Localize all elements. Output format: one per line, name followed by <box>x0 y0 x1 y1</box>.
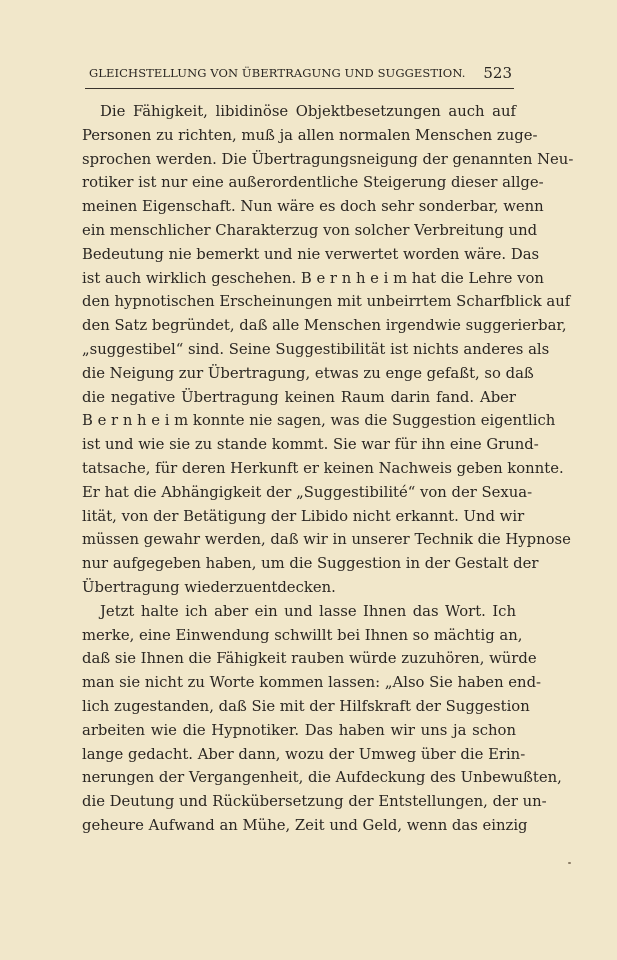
text-line: „suggestibel“ sind. Seine Suggestibilität ist nichts anderes als <box>82 340 550 358</box>
text-line: lich zugestanden, daß Sie mit der Hilfskraft der Suggestion <box>82 697 530 715</box>
text-line: Die Fähigkeit, libidinöse Objektbesetzungen auch auf <box>100 103 516 120</box>
text-line: nerungen der Vergangenheit, die Aufdeckung des Unbewußten, <box>82 769 562 787</box>
text-line: ist und wie sie zu stande kommt. Sie war für ihn eine Grund- <box>82 436 539 454</box>
text-line: ist auch wirklich geschehen. B e r n h e i m hat die Lehre von <box>82 269 544 287</box>
text-line: den Satz begründet, daß alle Menschen irgendwie suggerierbar, <box>82 317 567 335</box>
text-line: geheure Aufwand an Mühe, Zeit und Geld, wenn das einzig <box>82 816 528 834</box>
text-line: nur aufgegeben haben, um die Suggestion in der Gestalt der <box>82 555 539 573</box>
text-line: tatsache, für deren Herkunft er keinen Nachweis geben konnte. <box>82 459 564 477</box>
text-line: Bedeutung nie bemerkt und nie verwertet worden wäre. Das <box>82 245 540 263</box>
body-text <box>82 100 574 838</box>
page-header <box>85 66 514 89</box>
text-line: daß sie Ihnen die Fähigkeit rauben würde zuzuhören, würde <box>82 650 537 668</box>
text-line: man sie nicht zu Worte kommen lassen: „Also Sie haben end- <box>82 674 542 692</box>
running-title: GLEICHSTELLUNG VON ÜBERTRAGUNG UND SUGGESTION. <box>89 66 466 80</box>
text-line: die negative Übertragung keinen Raum darin fand. Aber <box>82 388 516 406</box>
paper-speck <box>568 862 571 864</box>
text-line: müssen gewahr werden, daß wir in unserer Technik die Hypnose <box>82 531 571 549</box>
text-line: lität, von der Betätigung der Libido nicht erkannt. Und wir <box>82 507 525 525</box>
text-line: meinen Eigenschaft. Nun wäre es doch sehr sonderbar, wenn <box>82 198 544 216</box>
paragraph <box>82 100 574 600</box>
paragraph <box>82 600 562 838</box>
text-line: Jetzt halte ich aber ein und lasse Ihnen das Wort. Ich <box>100 602 516 620</box>
text-line: merke, eine Einwendung schwillt bei Ihnen so mächtig an, <box>82 626 523 644</box>
text-line: B e r n h e i m konnte nie sagen, was die Suggestion eigentlich <box>82 412 556 430</box>
text-line: sprochen werden. Die Übertragungsneigung der genannten Neu- <box>82 150 574 168</box>
text-line: rotiker ist nur eine außerordentliche Steigerung dieser allge- <box>82 174 544 192</box>
text-line: den hypnotischen Erscheinungen mit unbeirrtem Scharfblick auf <box>82 293 571 311</box>
page-number: 523 <box>483 64 512 82</box>
text-line: Er hat die Abhängigkeit der „Suggestibilité“ von der Sexua- <box>82 483 533 501</box>
text-line: die Neigung zur Übertragung, etwas zu enge gefaßt, so daß <box>82 364 534 382</box>
text-line: die Deutung und Rückübersetzung der Entstellungen, der un- <box>82 793 547 811</box>
text-line: ein menschlicher Charakterzug von solcher Verbreitung und <box>82 221 538 239</box>
text-line: Übertragung wiederzuentdecken. <box>82 578 336 596</box>
text-line: Personen zu richten, muß ja allen normalen Menschen zuge- <box>82 126 538 144</box>
text-line: lange gedacht. Aber dann, wozu der Umweg über die Erin- <box>82 745 526 763</box>
text-line: arbeiten wie die Hypnotiker. Das haben wir uns ja schon <box>82 721 516 739</box>
